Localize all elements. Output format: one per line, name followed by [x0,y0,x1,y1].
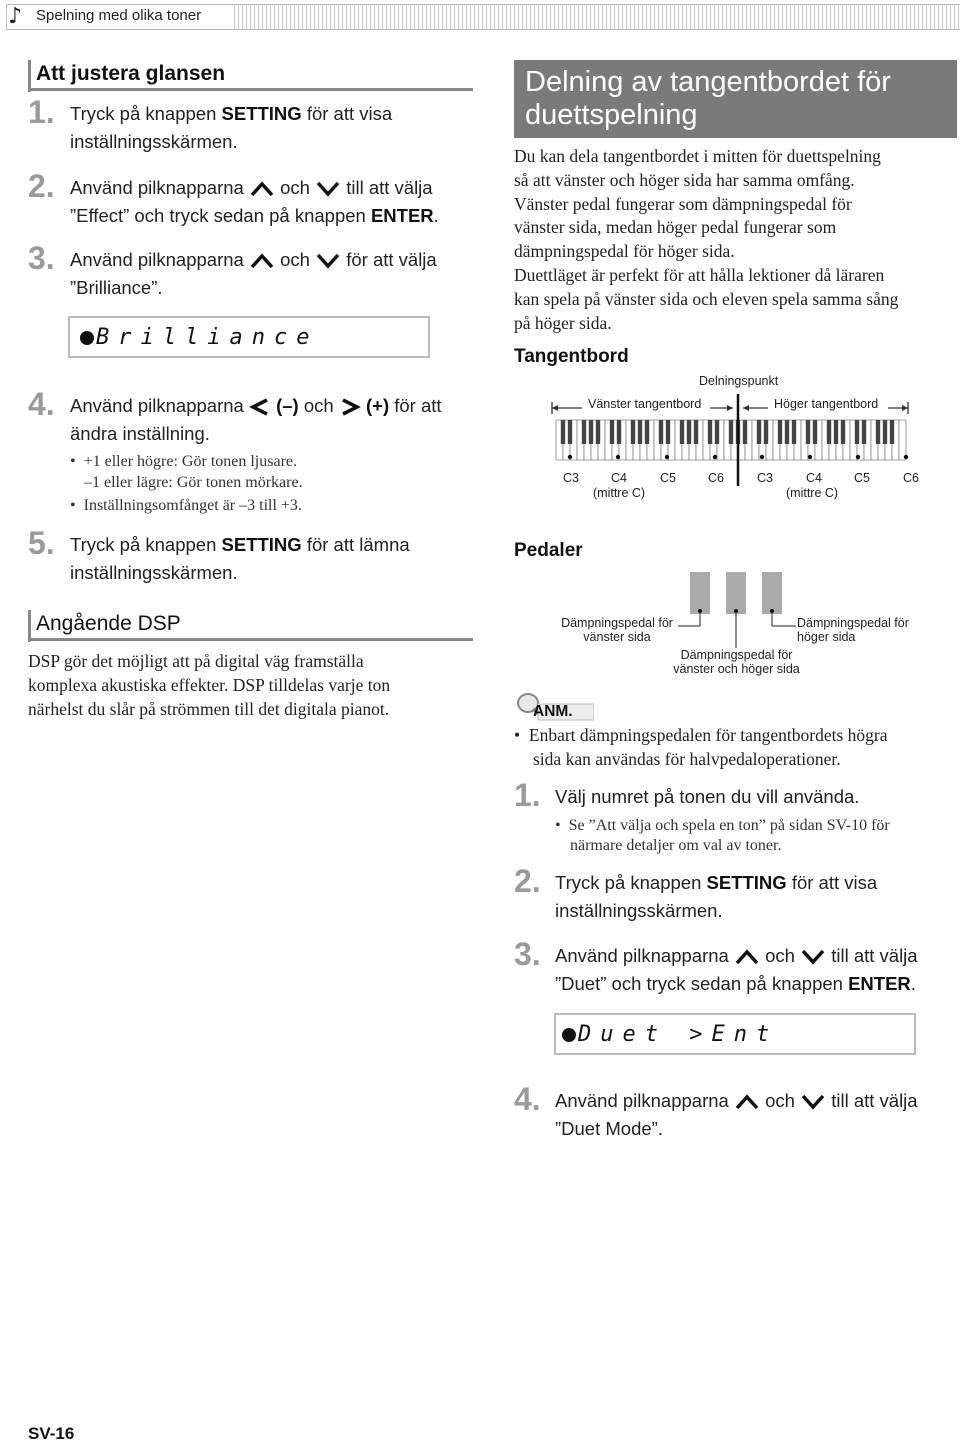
lcd-indicator-dot [80,331,94,345]
note-label: C3 [563,471,579,485]
up-arrow-icon [734,948,760,966]
step-text [70,100,470,156]
middle-c-label: (mittre C) [786,486,839,500]
step-text-part: Använd pilknapparna [555,1090,729,1111]
step-text [555,869,960,925]
bracket-arrow [727,405,733,411]
step-text [555,1087,960,1143]
right-pedal [762,572,782,614]
note-line: sida kan användas för halvpedaloperationer. [533,748,841,769]
pedal-label-line: Dämpningspedal för [561,616,673,630]
pedal-label-line: höger sida [797,630,856,644]
black-key [876,420,880,444]
bracket-arrow [902,405,908,411]
middle-c-label: (mittre C) [593,486,646,500]
pedal-label-line: Dämpningspedal för [680,648,793,662]
left-arrow-icon [249,397,271,417]
key-marker-dot [568,455,572,459]
key-marker-dot [713,455,717,459]
note-label: C6 [708,471,724,485]
black-key [827,420,831,444]
heading-line: Delning av tangentbordet för [525,66,891,98]
black-key [617,420,621,444]
black-key [694,420,698,444]
step-text [555,942,960,998]
step-text-part: inställningsskärmen. [555,900,723,921]
bullet-item: • +1 eller högre: Gör tonen ljusare. [70,453,298,470]
key-marker-dot [808,455,812,459]
step-text-part: för att [394,395,442,416]
pedal-label-line: Dämpningspedal för [797,616,909,630]
pedal-label-line: vänster och höger sida [673,662,800,676]
right-keyboard-label: Höger tangentbord [774,397,879,411]
black-key [589,420,593,444]
left-pedal-label [560,616,674,644]
page-number: SV-16 [28,1424,75,1442]
black-key [834,420,838,444]
black-key [813,420,817,444]
heading-line: duettspelning [525,99,698,131]
dsp-line: komplexa akustiska effekter. DSP tilldelas varje ton [28,674,391,695]
black-key [659,420,663,444]
black-key [855,420,859,444]
note-badge [514,692,594,727]
black-key [743,420,747,444]
step-number: 4. [514,1081,541,1117]
note-label: C4 [611,471,627,485]
note-label: C5 [854,471,870,485]
black-key [841,420,845,444]
black-key [680,420,684,444]
bullet-text: +1 eller högre: Gör tonen ljusare. [83,453,298,470]
bullet-dot: • [555,817,569,834]
black-key [778,420,782,444]
bullet-text: Inställningsomfånget är –3 till +3. [83,497,302,514]
black-key [708,420,712,444]
key-marker-dot [760,455,764,459]
bullet-dot: • [514,725,529,745]
step-text [70,246,490,302]
black-key [890,420,894,444]
step-text-part: och [280,249,310,270]
up-arrow-icon [249,252,275,270]
step-text-part: för att lämna [301,534,410,555]
step-text-part: för att välja [346,249,437,270]
step-text-part: ”Effect” och tryck sedan på knappen [70,205,371,226]
note-line: Enbart dämpningspedalen för tangentbordets högra [528,725,888,745]
step-text-part: Använd pilknapparna [555,945,729,966]
step-text: Välj numret på tonen du vill använda. [555,786,860,807]
step-text-part: Tryck på knappen [70,103,222,124]
sub-line: Se ”Att välja och spela en ton” på sidan SV-10 för [568,817,890,834]
black-key [883,420,887,444]
down-arrow-icon [800,948,826,966]
setting-button-label: SETTING [221,534,302,555]
step-text [70,531,490,587]
black-key [757,420,761,444]
up-arrow-icon [249,180,275,198]
key-marker-dot [665,455,669,459]
step-number: 1. [28,94,55,130]
step-text-part: Använd pilknapparna [70,177,244,198]
black-key [561,420,565,444]
right-arrow-icon [339,397,361,417]
key-marker-dot [616,455,620,459]
black-key [645,420,649,444]
step-number: 3. [514,936,541,972]
bullet-item-continued [84,473,303,493]
note-label: C5 [660,471,676,485]
bullet-text: –1 eller lägre: Gör tonen mörkare. [84,474,303,491]
step-number: 3. [28,240,55,276]
pedals-heading: Pedaler [514,540,583,561]
lcd-display-brilliance [68,316,430,358]
note-bullet [514,724,959,772]
right-pedal-label [797,616,937,644]
intro-line: kan spela på vänster sida och eleven spela samma sång [514,288,899,309]
black-key [568,420,572,444]
step-text-part: till att välja [831,1090,918,1111]
sub-line: närmare detaljer om val av toner. [570,837,782,854]
down-arrow-icon [800,1093,826,1111]
intro-line: vänster sida, medan höger pedal fungerar som [514,217,837,238]
down-arrow-icon [315,180,341,198]
step-text-part: ”Duet” och tryck sedan på knappen [555,973,849,994]
step-text-part: och [303,395,334,416]
black-key [687,420,691,444]
intro-line: Vänster pedal fungerar som dämpningspedal för [514,193,852,214]
step-number: 1. [514,777,541,813]
step-text-part: Använd pilknapparna [70,395,244,416]
key-marker-dot [856,455,860,459]
brilliance-heading-text: Att justera glansen [36,62,226,85]
step-text-part: Tryck på knappen [555,872,707,893]
bracket-arrow [552,405,558,411]
header-title: Spelning med olika toner [36,7,202,24]
black-key [631,420,635,444]
lcd-indicator-dot [562,1028,576,1042]
step-text-part: ”Duet Mode”. [555,1118,663,1139]
dsp-line: närhelst du slår på strömmen till det digitala pianot. [28,698,390,719]
lcd-text: Brilliance [96,325,319,350]
dsp-line: DSP gör det möjligt att på digital väg framställa [28,651,364,671]
duet-heading-text [525,66,950,132]
step-text-part: för att visa [301,103,393,124]
enter-button-label: ENTER [370,205,434,226]
duet-heading [514,60,957,138]
white-key [899,420,906,460]
step-text [70,174,490,230]
step-text-part: Använd pilknapparna [70,249,244,270]
piano-keys [556,420,908,460]
key-marker-dot [904,455,908,459]
black-key [715,420,719,444]
black-key [806,420,810,444]
plus-label: (+) [365,395,390,416]
minus-label: (–) [276,395,299,416]
page-header [0,0,960,34]
step-text-part: . [910,973,916,994]
black-key [610,420,614,444]
step-number: 5. [28,525,55,561]
lcd-display-duet [554,1013,916,1055]
black-key [596,420,600,444]
note-label: C4 [806,471,822,485]
step-text-part: för att visa [786,872,878,893]
step-number: 4. [28,386,55,422]
up-arrow-icon [734,1093,760,1111]
step-text-part: inställningsskärmen. [70,131,238,152]
black-key [792,420,796,444]
bullet-item: • Inställningsomfånget är –3 till +3. [70,497,302,514]
dsp-heading-text: Angående DSP [36,612,181,635]
dsp-paragraph [28,650,468,721]
intro-line: på höger sida. [514,312,612,333]
setting-button-label: SETTING [706,872,787,893]
intro-line: Duettläget är perfekt för att hålla lektioner då läraren [514,264,885,285]
step-text-part: . [433,205,439,226]
intro-line: Du kan dela tangentbordet i mitten för duettspelning [514,146,881,166]
step-text-part: och [765,945,795,966]
bracket-arrow [743,405,749,411]
step-text-part: till att välja [831,945,918,966]
setting-button-label: SETTING [221,103,302,124]
lcd-text: Duet >Ent [578,1022,779,1047]
black-key [666,420,670,444]
heading-rule [28,88,473,91]
note-label: C3 [757,471,773,485]
left-keyboard-label: Vänster tangentbord [588,397,702,411]
step-text-part: Tryck på knappen [70,534,222,555]
step-text-part: ändra inställning. [70,423,210,444]
note-badge-label: ANM. [533,703,573,720]
step-text-part: och [280,177,310,198]
split-point-label: Delningspunkt [699,374,779,388]
black-key [582,420,586,444]
duet-intro-paragraph [514,145,959,335]
step-text-part: till att välja [346,177,433,198]
step-text-part: och [765,1090,795,1111]
step-text-part: ”Brilliance”. [70,277,163,298]
heading-rule [28,638,473,641]
step-text-part: inställningsskärmen. [70,562,238,583]
black-key [862,420,866,444]
black-key [785,420,789,444]
black-key [729,420,733,444]
left-pedal [690,572,710,614]
black-key [764,420,768,444]
center-pedal-label [664,648,809,676]
intro-line: så att vänster och höger sida har samma omfång. [514,169,855,190]
step-sub-bullet [555,816,890,856]
black-key [638,420,642,444]
music-note-icon: ♪ [8,4,23,29]
enter-button-label: ENTER [848,973,911,994]
step-text [70,392,490,448]
step-number: 2. [514,863,541,899]
intro-line: dämpningspedal för höger sida. [514,241,735,262]
down-arrow-icon [315,252,341,270]
center-pedal [726,572,746,614]
step-number: 2. [28,168,55,204]
note-label: C6 [903,471,919,485]
pedal-label-line: vänster sida [583,630,651,644]
keyboard-heading: Tangentbord [514,346,629,367]
